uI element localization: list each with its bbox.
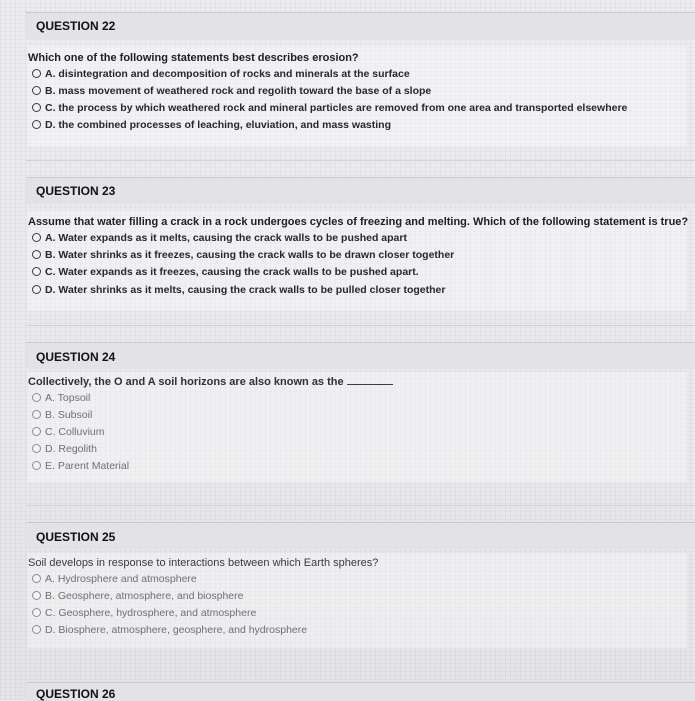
question-23-body — [28, 211, 687, 311]
radio-icon[interactable] — [32, 103, 41, 112]
radio-icon[interactable] — [32, 120, 41, 129]
radio-icon[interactable] — [32, 267, 41, 276]
divider — [26, 505, 695, 506]
question-23-title: QUESTION 23 — [36, 184, 116, 198]
question-23-option-b[interactable]: B. Water shrinks as it freezes, causing the crack walls to be drawn closer together — [32, 248, 454, 262]
question-25-option-a[interactable]: A. Hydrosphere and atmosphere — [32, 572, 197, 586]
radio-icon[interactable] — [32, 285, 41, 294]
question-23-prompt: Assume that water filling a crack in a rock undergoes cycles of freezing and melting. Which of the following statement is true? — [28, 216, 689, 228]
question-25-option-d[interactable]: D. Biosphere, atmosphere, geosphere, and hydrosphere — [32, 623, 307, 637]
radio-icon[interactable] — [32, 69, 41, 78]
divider — [26, 160, 695, 161]
question-25-title: QUESTION 25 — [36, 530, 116, 544]
question-24-option-a[interactable]: A. Topsoil — [32, 391, 90, 405]
question-22-option-d[interactable]: D. the combined processes of leaching, eluviation, and mass wasting — [32, 118, 391, 132]
radio-icon[interactable] — [32, 574, 41, 583]
question-24-option-e[interactable]: E. Parent Material — [32, 459, 129, 473]
radio-icon[interactable] — [32, 86, 41, 95]
question-24-option-b[interactable]: B. Subsoil — [32, 408, 92, 422]
question-24-header — [26, 342, 695, 369]
radio-icon[interactable] — [32, 461, 41, 470]
question-23-header — [26, 177, 695, 204]
question-26-title: QUESTION 26 — [36, 687, 116, 701]
question-22-prompt: Which one of the following statements best describes erosion? — [28, 52, 359, 64]
question-23-option-a[interactable]: A. Water expands as it melts, causing the crack walls to be pushed apart — [32, 231, 407, 245]
question-22-option-a[interactable]: A. disintegration and decomposition of rocks and minerals at the surface — [32, 67, 410, 81]
question-26-header — [26, 682, 695, 701]
question-25-body — [28, 553, 687, 648]
question-25-prompt: Soil develops in response to interactions between which Earth spheres? — [28, 557, 379, 569]
question-24-option-c[interactable]: C. Colluvium — [32, 425, 105, 439]
fill-blank — [347, 384, 393, 385]
question-22-header — [26, 12, 695, 39]
radio-icon[interactable] — [32, 591, 41, 600]
question-24-option-d[interactable]: D. Regolith — [32, 442, 97, 456]
question-23-option-d[interactable]: D. Water shrinks as it melts, causing the crack walls to be pulled closer together — [32, 283, 445, 297]
radio-icon[interactable] — [32, 410, 41, 419]
question-25-option-c[interactable]: C. Geosphere, hydrosphere, and atmosphere — [32, 606, 256, 620]
radio-icon[interactable] — [32, 233, 41, 242]
question-22-option-b[interactable]: B. mass movement of weathered rock and regolith toward the base of a slope — [32, 84, 431, 98]
radio-icon[interactable] — [32, 250, 41, 259]
radio-icon[interactable] — [32, 444, 41, 453]
question-25-header — [26, 522, 695, 549]
question-22-option-c[interactable]: C. the process by which weathered rock and mineral particles are removed from one area and transported elsewhere — [32, 101, 627, 115]
radio-icon[interactable] — [32, 427, 41, 436]
radio-icon[interactable] — [32, 625, 41, 634]
question-22-title: QUESTION 22 — [36, 19, 116, 33]
question-24-title: QUESTION 24 — [36, 350, 116, 364]
divider — [26, 325, 695, 326]
question-25-option-b[interactable]: B. Geosphere, atmosphere, and biosphere — [32, 589, 243, 603]
radio-icon[interactable] — [32, 608, 41, 617]
radio-icon[interactable] — [32, 393, 41, 402]
question-22-body — [28, 46, 687, 146]
question-24-prompt: Collectively, the O and A soil horizons are also known as the — [28, 376, 393, 388]
question-24-body — [28, 372, 687, 482]
question-23-option-c[interactable]: C. Water expands as it freezes, causing the crack walls to be pushed apart. — [32, 265, 419, 279]
